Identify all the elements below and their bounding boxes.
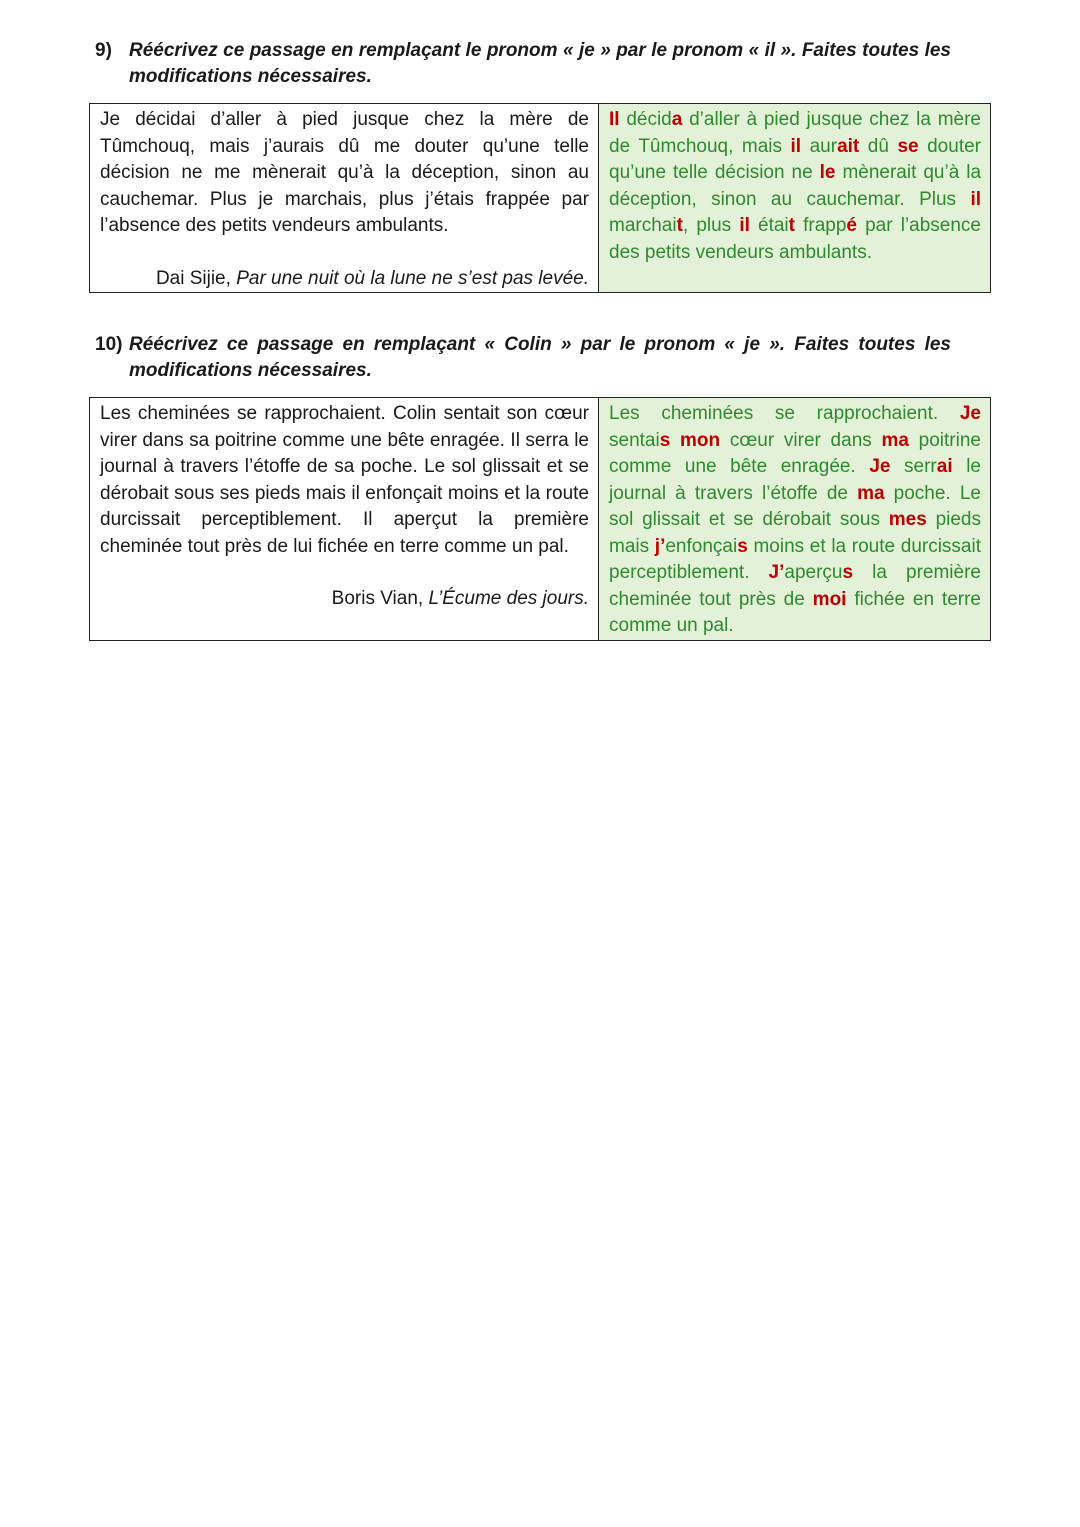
unchanged-text: la première cheminée tout près de <box>609 562 981 610</box>
source-citation <box>100 586 589 613</box>
rewritten-passage <box>609 401 981 640</box>
changed-word: é <box>846 215 857 236</box>
changed-word: ait <box>837 135 860 157</box>
unchanged-text: poitrine comme une bête enragée. <box>609 429 981 477</box>
unchanged-text: serr <box>890 456 937 477</box>
changed-word: moi <box>812 588 847 610</box>
changed-word: t <box>676 215 683 236</box>
changed-word: il <box>970 188 981 210</box>
question-instruction: Réécrivez ce passage en remplaçant « Colin » par le pronom « je ». Faites toutes les modifications nécessaires. <box>129 334 951 381</box>
changed-word: a <box>671 109 683 130</box>
question-instruction: Réécrivez ce passage en remplaçant le pronom « je » par le pronom « il ». Faites toutes les modifications nécessaires. <box>129 40 951 87</box>
changed-word: le <box>819 162 836 183</box>
unchanged-text: le journal à travers l’étoffe de <box>609 456 981 504</box>
original-passage: Je décidai d’aller à pied jusque chez la mère de Tûmchouq, mais j’aurais dû me douter qu’une telle décision ne me mènerait qu’à la déception, sinon au cauchemar. Plus je marchais, plus j’étais frappée par l’absence des petits vendeurs ambulants. <box>100 109 589 236</box>
changed-word: Je <box>959 403 981 424</box>
original-passage-cell <box>90 398 599 641</box>
question-number: 10) <box>95 334 123 355</box>
changed-word: s <box>659 429 671 451</box>
rewritten-passage <box>609 107 981 266</box>
rewrite-table <box>89 397 991 641</box>
unchanged-text: mènerait qu’à la déception, sinon au cauchemar. Plus <box>609 162 982 210</box>
changed-word: ma <box>881 429 909 451</box>
unchanged-text: moins et la route durcissait perceptiblement. <box>609 535 981 583</box>
unchanged-text: enfonçai <box>665 535 738 557</box>
unchanged-text: cœur virer dans <box>720 429 882 451</box>
changed-word: il <box>790 135 802 157</box>
unchanged-text: décid <box>619 109 672 130</box>
changed-word: mes <box>888 509 927 530</box>
changed-word: j’ <box>654 535 666 557</box>
unchanged-text: frapp <box>794 215 847 236</box>
rewrite-table <box>89 103 991 293</box>
rewritten-passage-cell <box>599 104 991 293</box>
exercise-10 <box>89 332 991 641</box>
unchanged-text: , plus <box>682 215 740 236</box>
unchanged-text: sentai <box>609 429 660 451</box>
unchanged-text: aperçu <box>784 562 843 583</box>
unchanged-text: d’aller à pied jusque chez la mère de Tûmchouq, mais <box>609 109 981 157</box>
unchanged-text: étai <box>749 215 789 236</box>
question-9 <box>95 38 991 90</box>
changed-word: il <box>739 215 750 236</box>
source-work: L’Écume des jours. <box>428 588 589 609</box>
unchanged-text: fichée en terre comme un pal. <box>609 588 981 636</box>
source-author: Dai Sijie, <box>155 267 231 289</box>
changed-word: ma <box>857 482 885 504</box>
changed-word: Je <box>869 456 891 477</box>
changed-word: t <box>788 215 795 236</box>
question-10 <box>95 332 991 384</box>
unchanged-text: marchai <box>609 215 677 236</box>
changed-word: s <box>842 562 854 583</box>
source-citation <box>100 266 589 293</box>
changed-word: ai <box>936 456 953 477</box>
unchanged-text: Les cheminées se rapprochaient. <box>609 403 960 424</box>
unchanged-text: par l’absence des petits vendeurs ambulants. <box>609 215 981 263</box>
unchanged-text <box>670 430 680 451</box>
original-passage: Les cheminées se rapprochaient. Colin sentait son cœur virer dans sa poitrine comme une bête enragée. Il serra le journal à travers l’étoffe de sa poche. Le sol glissait et se dérobait sous ses pieds mais il enfonçait moins et la route durcissait perceptiblement. Il aperçut la première cheminée tout près de lui fichée en terre comme un pal. <box>100 403 589 557</box>
original-passage-cell <box>90 104 599 293</box>
source-work: Par une nuit où la lune ne s’est pas levée. <box>236 267 589 289</box>
source-author: Boris Vian, <box>331 588 424 609</box>
question-number: 9) <box>95 40 112 61</box>
unchanged-text: aur <box>801 135 838 157</box>
changed-word: mon <box>680 429 721 451</box>
changed-word: Il <box>609 109 620 130</box>
exercise-9 <box>89 38 991 293</box>
changed-word: se <box>897 135 919 157</box>
changed-word: J’ <box>768 562 785 583</box>
unchanged-text: dû <box>859 135 898 157</box>
changed-word: s <box>737 535 748 557</box>
unchanged-text: pieds mais <box>609 509 981 557</box>
unchanged-text: poche. Le sol glissait et se dérobait sous <box>609 482 981 530</box>
rewritten-passage-cell <box>599 398 991 641</box>
unchanged-text: douter qu’une telle décision ne <box>609 135 981 183</box>
